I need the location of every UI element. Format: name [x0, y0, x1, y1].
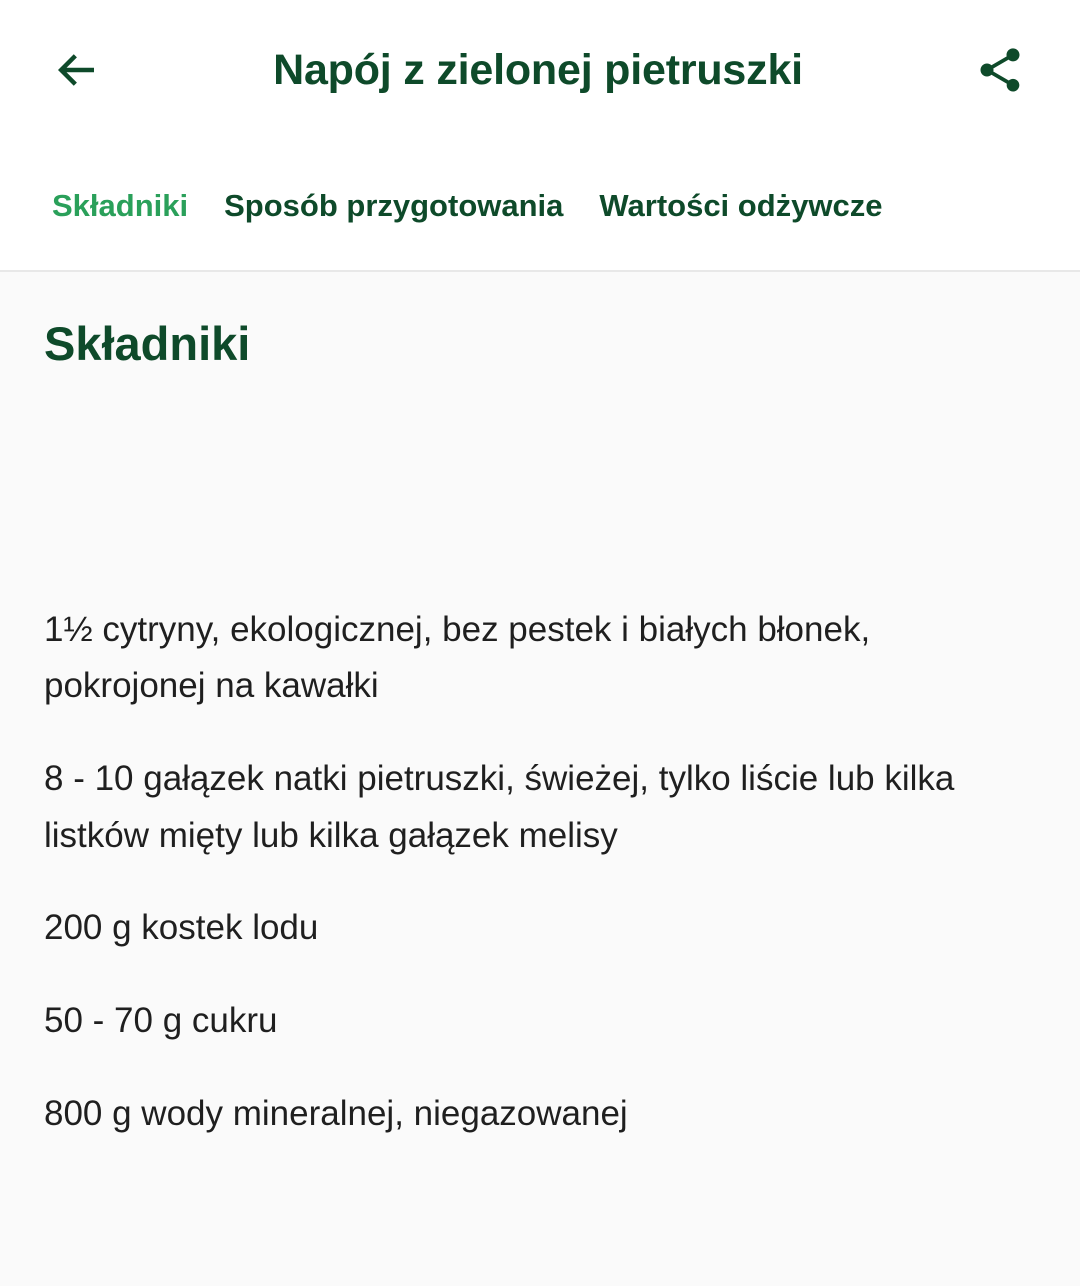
ingredient-list: [44, 602, 1036, 1143]
tab-content-skladniki: [0, 272, 1080, 1286]
arrow-left-icon: [49, 43, 103, 97]
share-icon: [974, 44, 1026, 96]
list-item: 8 - 10 gałązek natki pietruszki, świeżej, tylko liście lub kilka listków mięty lub kilka gałązek melisy: [44, 759, 955, 855]
tab-sposob-przygotowania[interactable]: Sposób przygotowania: [224, 187, 564, 223]
share-button[interactable]: [964, 34, 1036, 106]
section-title: Składniki: [44, 317, 251, 370]
tab-wartosci-odzywcze[interactable]: Wartości odżywcze: [599, 187, 883, 223]
app-bar: [0, 0, 1080, 140]
page-title: Napój z zielonej pietruszki: [273, 45, 803, 94]
tab-skladniki[interactable]: Składniki: [52, 187, 189, 223]
list-item: 200 g kostek lodu: [44, 908, 319, 948]
list-item: 1½ cytryny, ekologicznej, bez pestek i białych błonek, pokrojonej na kawałki: [44, 609, 871, 706]
list-item: 50 - 70 g cukru: [44, 1001, 278, 1041]
list-item: 800 g wody mineralnej, niegazowanej: [44, 1093, 628, 1133]
back-button[interactable]: [40, 34, 112, 106]
tab-bar: [0, 140, 1080, 272]
